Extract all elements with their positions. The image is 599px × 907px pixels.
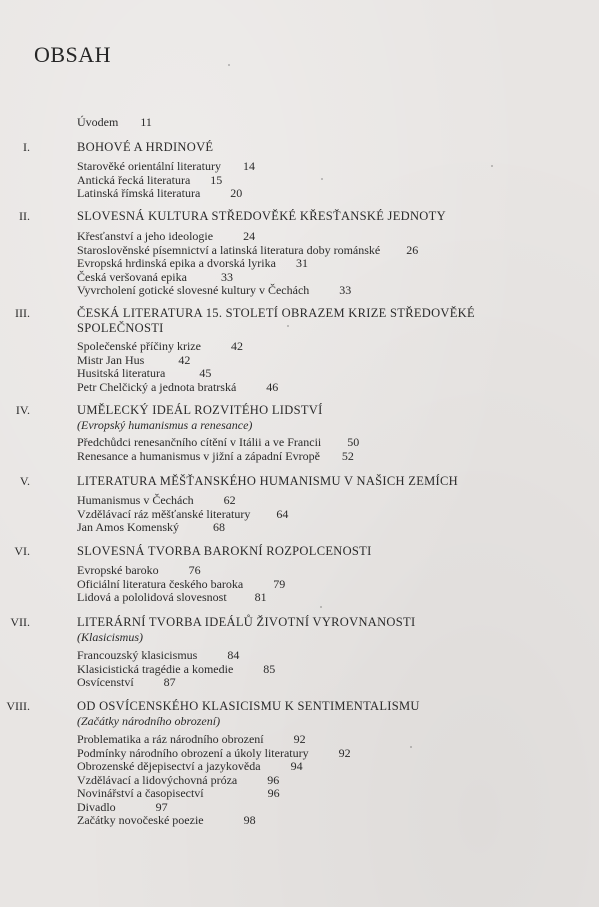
toc-item-label: Předchůdci renesančního cítění v Itálii a ve Francii: [77, 435, 322, 449]
toc-item-page: 45: [199, 366, 212, 380]
toc-item[interactable]: [77, 760, 351, 774]
paper-speck: [287, 325, 289, 327]
toc-item[interactable]: [77, 367, 278, 381]
toc-item-page: 33: [220, 269, 233, 284]
toc-item-label: Oficiální literatura českého baroka: [77, 576, 244, 591]
chapter-items: [77, 160, 255, 201]
toc-item[interactable]: [77, 244, 418, 258]
toc-item-label: Vzdělávací a lidovýchovná próza: [77, 772, 238, 787]
toc-item-page: 42: [230, 339, 243, 353]
toc-item[interactable]: [77, 747, 351, 761]
paper-speck: [228, 64, 230, 66]
paper-speck: [320, 606, 322, 608]
chapter-heading[interactable]: SLOVESNÁ TVORBA BAROKNÍ ROZPOLCENOSTI: [77, 544, 372, 558]
toc-item-page: 81: [254, 590, 267, 604]
toc-item[interactable]: [77, 733, 351, 747]
chapter-number: VII.: [10, 615, 30, 629]
toc-item-page: 46: [266, 379, 279, 394]
toc-item[interactable]: [77, 814, 351, 828]
toc-item-label: Evropské baroko: [77, 563, 159, 577]
toc-item-label: Husitská literatura: [77, 366, 166, 380]
toc-item[interactable]: [77, 591, 285, 605]
toc-item-page: 87: [163, 675, 176, 689]
chapter-items: [77, 494, 288, 535]
toc-item[interactable]: [77, 160, 255, 174]
paper-speck: [244, 752, 246, 754]
chapter-number: II.: [19, 209, 30, 223]
toc-item-page: 31: [295, 256, 308, 270]
toc-item-page: 79: [273, 576, 286, 591]
toc-item-page: 94: [290, 759, 303, 773]
chapter-number: I.: [23, 140, 30, 154]
paper-speck: [321, 178, 323, 180]
toc-item[interactable]: [77, 230, 418, 244]
toc-item[interactable]: [77, 676, 275, 690]
toc-item[interactable]: [77, 494, 288, 508]
toc-item[interactable]: [77, 663, 275, 677]
toc-item[interactable]: [77, 649, 275, 663]
toc-item-page: 42: [178, 352, 191, 367]
toc-item-label: Obrozenské dějepisectví a jazykověda: [77, 759, 261, 773]
paper-speck: [491, 165, 493, 167]
chapter-subheading: (Začátky národního obrození): [77, 714, 221, 728]
toc-item-label: Humanismus v Čechách: [77, 493, 194, 507]
toc-item[interactable]: [77, 801, 351, 815]
toc-item[interactable]: [77, 340, 278, 354]
toc-item-label: Začátky novočeské poezie: [77, 813, 204, 827]
chapter-heading-text: OD OSVÍCENSKÉHO KLASICISMU K SENTIMENTALISMU: [77, 699, 420, 713]
toc-item[interactable]: [77, 174, 255, 188]
toc-item[interactable]: [77, 521, 288, 535]
chapter-heading-text: LITERÁRNÍ TVORBA IDEÁLŮ ŽIVOTNÍ VYROVNANOSTI: [77, 615, 416, 629]
chapter-heading[interactable]: ČESKÁ LITERATURA 15. STOLETÍ OBRAZEM KRIZE STŘEDOVĚKÉ SPOLEČNOSTI: [77, 306, 475, 335]
toc-item-page: 50: [347, 435, 360, 449]
toc-item-page: 68: [213, 520, 225, 534]
toc-entry-label: Úvodem: [77, 115, 119, 129]
chapter-subheading: (Klasicismus): [77, 630, 143, 644]
toc-item[interactable]: [77, 450, 359, 464]
chapter-heading[interactable]: LITERATURA MĚŠŤANSKÉHO HUMANISMU V NAŠICH ZEMÍCH: [77, 474, 458, 488]
toc-item-page: 84: [227, 648, 240, 662]
chapter-number: V.: [19, 474, 30, 488]
toc-item-label: Mistr Jan Hus: [77, 352, 145, 367]
toc-item-page: 98: [243, 813, 256, 827]
chapter-heading[interactable]: [77, 615, 497, 644]
toc-item-page: 64: [276, 506, 289, 521]
toc-item-page: 92: [293, 732, 306, 746]
toc-item-page: 92: [338, 745, 351, 760]
toc-item-page: 14: [242, 159, 255, 173]
chapter-heading-text: UMĚLECKÝ IDEÁL ROZVITÉHO LIDSTVÍ: [77, 403, 323, 417]
toc-entry-page: 11: [140, 115, 152, 129]
chapter-items: [77, 564, 285, 605]
toc-item-label: Renesance a humanismus v jižní a západní Evropě: [77, 448, 320, 463]
toc-item-page: 85: [263, 661, 276, 676]
toc-item-label: Jan Amos Komenský: [77, 520, 179, 534]
toc-item-page: 76: [188, 563, 201, 577]
chapter-heading[interactable]: BOHOVÉ A HRDINOVÉ: [77, 140, 214, 154]
toc-item-page: 26: [406, 242, 419, 257]
toc-item-label: Vzdělávací ráz měšťanské literatury: [77, 506, 251, 521]
toc-item[interactable]: [77, 787, 351, 801]
chapter-number: VI.: [14, 544, 30, 558]
chapter-items: [77, 340, 278, 394]
toc-item[interactable]: [77, 436, 359, 450]
toc-item-label: Petr Chelčický a jednota bratrská: [77, 379, 237, 394]
toc-item[interactable]: [77, 578, 285, 592]
toc-item-page: 97: [155, 799, 168, 814]
chapter-number: III.: [15, 306, 30, 320]
toc-intro-entry[interactable]: [77, 116, 152, 130]
toc-item-label: Lidová a pololidová slovesnost: [77, 590, 227, 604]
chapter-items: [77, 230, 418, 298]
chapter-number: VIII.: [6, 699, 30, 713]
toc-item[interactable]: [77, 284, 418, 298]
chapter-heading[interactable]: [77, 403, 497, 432]
chapter-items: [77, 436, 359, 463]
toc-item-label: Francouzský klasicismus: [77, 648, 198, 662]
toc-item-label: Křesťanství a jeho ideologie: [77, 229, 214, 243]
toc-item-page: 20: [230, 186, 243, 200]
toc-item[interactable]: [77, 564, 285, 578]
toc-item-page: 33: [339, 283, 352, 297]
paper-speck: [410, 746, 412, 748]
toc-item[interactable]: [77, 508, 288, 522]
toc-item-label: Vyvrcholení gotické slovesné kultury v Čechách: [77, 283, 310, 297]
chapter-subheading: (Evropský humanismus a renesance): [77, 418, 253, 432]
toc-item-label: Osvícenství: [77, 675, 134, 689]
chapter-items: [77, 733, 351, 828]
chapter-number: IV.: [15, 403, 30, 417]
toc-item[interactable]: [77, 354, 278, 368]
toc-item-page: 96: [267, 772, 280, 787]
toc-item[interactable]: [77, 257, 418, 271]
toc-item-page: 15: [210, 172, 223, 187]
chapter-items: [77, 649, 275, 690]
toc-item[interactable]: [77, 271, 418, 285]
toc-item-page: 24: [243, 229, 256, 243]
toc-item-label: Staroslověnské písemnictví a latinská literatura doby románské: [77, 242, 381, 257]
page-title: OBSAH: [34, 42, 112, 67]
toc-item-label: Klasicistická tragédie a komedie: [77, 661, 234, 676]
toc-item-label: Antická řecká literatura: [77, 172, 191, 187]
toc-item-label: Novinářství a časopisectví: [77, 786, 204, 800]
toc-item-label: Podmínky národního obrození a úkoly literatury: [77, 745, 309, 760]
toc-item-label: Společenské příčiny krize: [77, 339, 201, 353]
chapter-heading[interactable]: SLOVESNÁ KULTURA STŘEDOVĚKÉ KŘESŤANSKÉ JEDNOTY: [77, 209, 446, 223]
toc-item-label: Latinská římská literatura: [77, 186, 201, 200]
toc-item-label: Česká veršovaná epika: [77, 269, 187, 284]
toc-item-page: 96: [267, 786, 280, 800]
toc-item[interactable]: [77, 381, 278, 395]
toc-item-page: 62: [223, 493, 236, 507]
toc-item-page: 52: [341, 448, 354, 463]
chapter-heading[interactable]: [77, 699, 527, 728]
toc-item-label: Starověké orientální literatury: [77, 159, 221, 173]
toc-item[interactable]: [77, 774, 351, 788]
toc-item-label: Problematika a ráz národního obrození: [77, 732, 264, 746]
toc-item-label: Divadlo: [77, 799, 116, 814]
toc-item[interactable]: [77, 187, 255, 201]
toc-item-label: Evropská hrdinská epika a dvorská lyrika: [77, 256, 276, 270]
